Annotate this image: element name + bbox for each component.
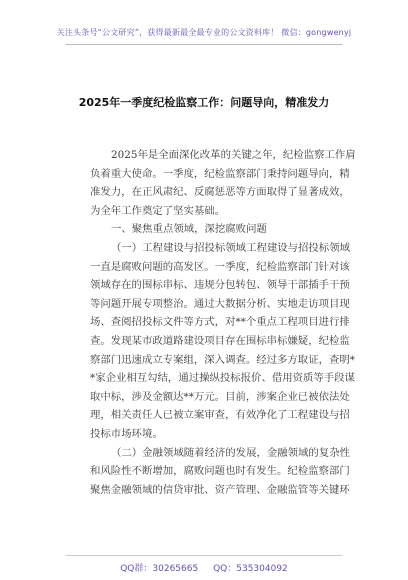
header-banner: 关注头条号“公文研究”，获得最新最全最专业的公文资料库！ 微信：gongwenyj (56, 28, 352, 37)
paragraph-line: 等问题开展专项整治。通过大数据分析、实地走访项目现 (90, 297, 350, 310)
document-body (90, 146, 356, 499)
paragraph-line: 负着重大使命。一季度，纪检监察部门秉持问题导向，精 (90, 167, 350, 180)
paragraph-line: 查。发现某市政道路建设项目存在围标串标嫌疑，纪检监 (90, 334, 350, 347)
paragraph-line: 场、查阅招投标文件等方式，对**个重点工程项目进行排 (90, 316, 350, 329)
paragraph-line: 和风险性不断增加，腐败问题也时有发生。纪检监察部门 (90, 465, 350, 478)
paragraph-line: *家企业相互勾结，通过操纵投标报价、借用资质等手段谋 (90, 372, 355, 385)
paragraph-line: 理，相关责任人已被立案审查，有效净化了工程建设与招 (90, 409, 350, 422)
paragraph-line: （二）金融领域随着经济的发展，金融领域的复杂性 (111, 446, 350, 459)
footer-qq-group: QQ群：30265665 (120, 564, 199, 574)
footer (0, 561, 408, 574)
document-title: 2025年一季度纪检监察工作：问题导向，精准发力 (78, 96, 330, 109)
paragraph-line: 投标市场环境。 (90, 427, 163, 440)
header-divider (66, 44, 342, 45)
paragraph-line: 领域存在的围标串标、违规分包转包、领导干部插手干预 (90, 279, 350, 292)
paragraph-line: 一直是腐败问题的高发区。一季度，纪检监察部门针对该 (90, 260, 350, 273)
paragraph-line: 2025年是全面深化改革的关键之年，纪检监察工作肩 (111, 149, 356, 161)
paragraph-line: 准发力，在正风肃纪、反腐惩恶等方面取得了显著成效， (90, 186, 350, 199)
paragraph-line: （一）工程建设与招投标领域工程建设与招投标领域 (111, 241, 350, 254)
footer-divider (66, 555, 342, 556)
paragraph-line: 察部门迅速成立专案组，深入调查。经过多方取证，查明* (90, 353, 355, 366)
paragraph-line: 聚焦金融领域的信贷审批、资产管理、金融监管等关键环 (90, 483, 350, 496)
section-heading: 一、聚焦重点领域，深挖腐败问题 (111, 223, 267, 236)
paragraph-line: 为全年工作奠定了坚实基础。 (90, 204, 226, 217)
paragraph-line: 取中标，涉及金额达**万元。目前，涉案企业已被依法处 (90, 390, 350, 403)
footer-qq: QQ：535304092 (213, 564, 288, 574)
